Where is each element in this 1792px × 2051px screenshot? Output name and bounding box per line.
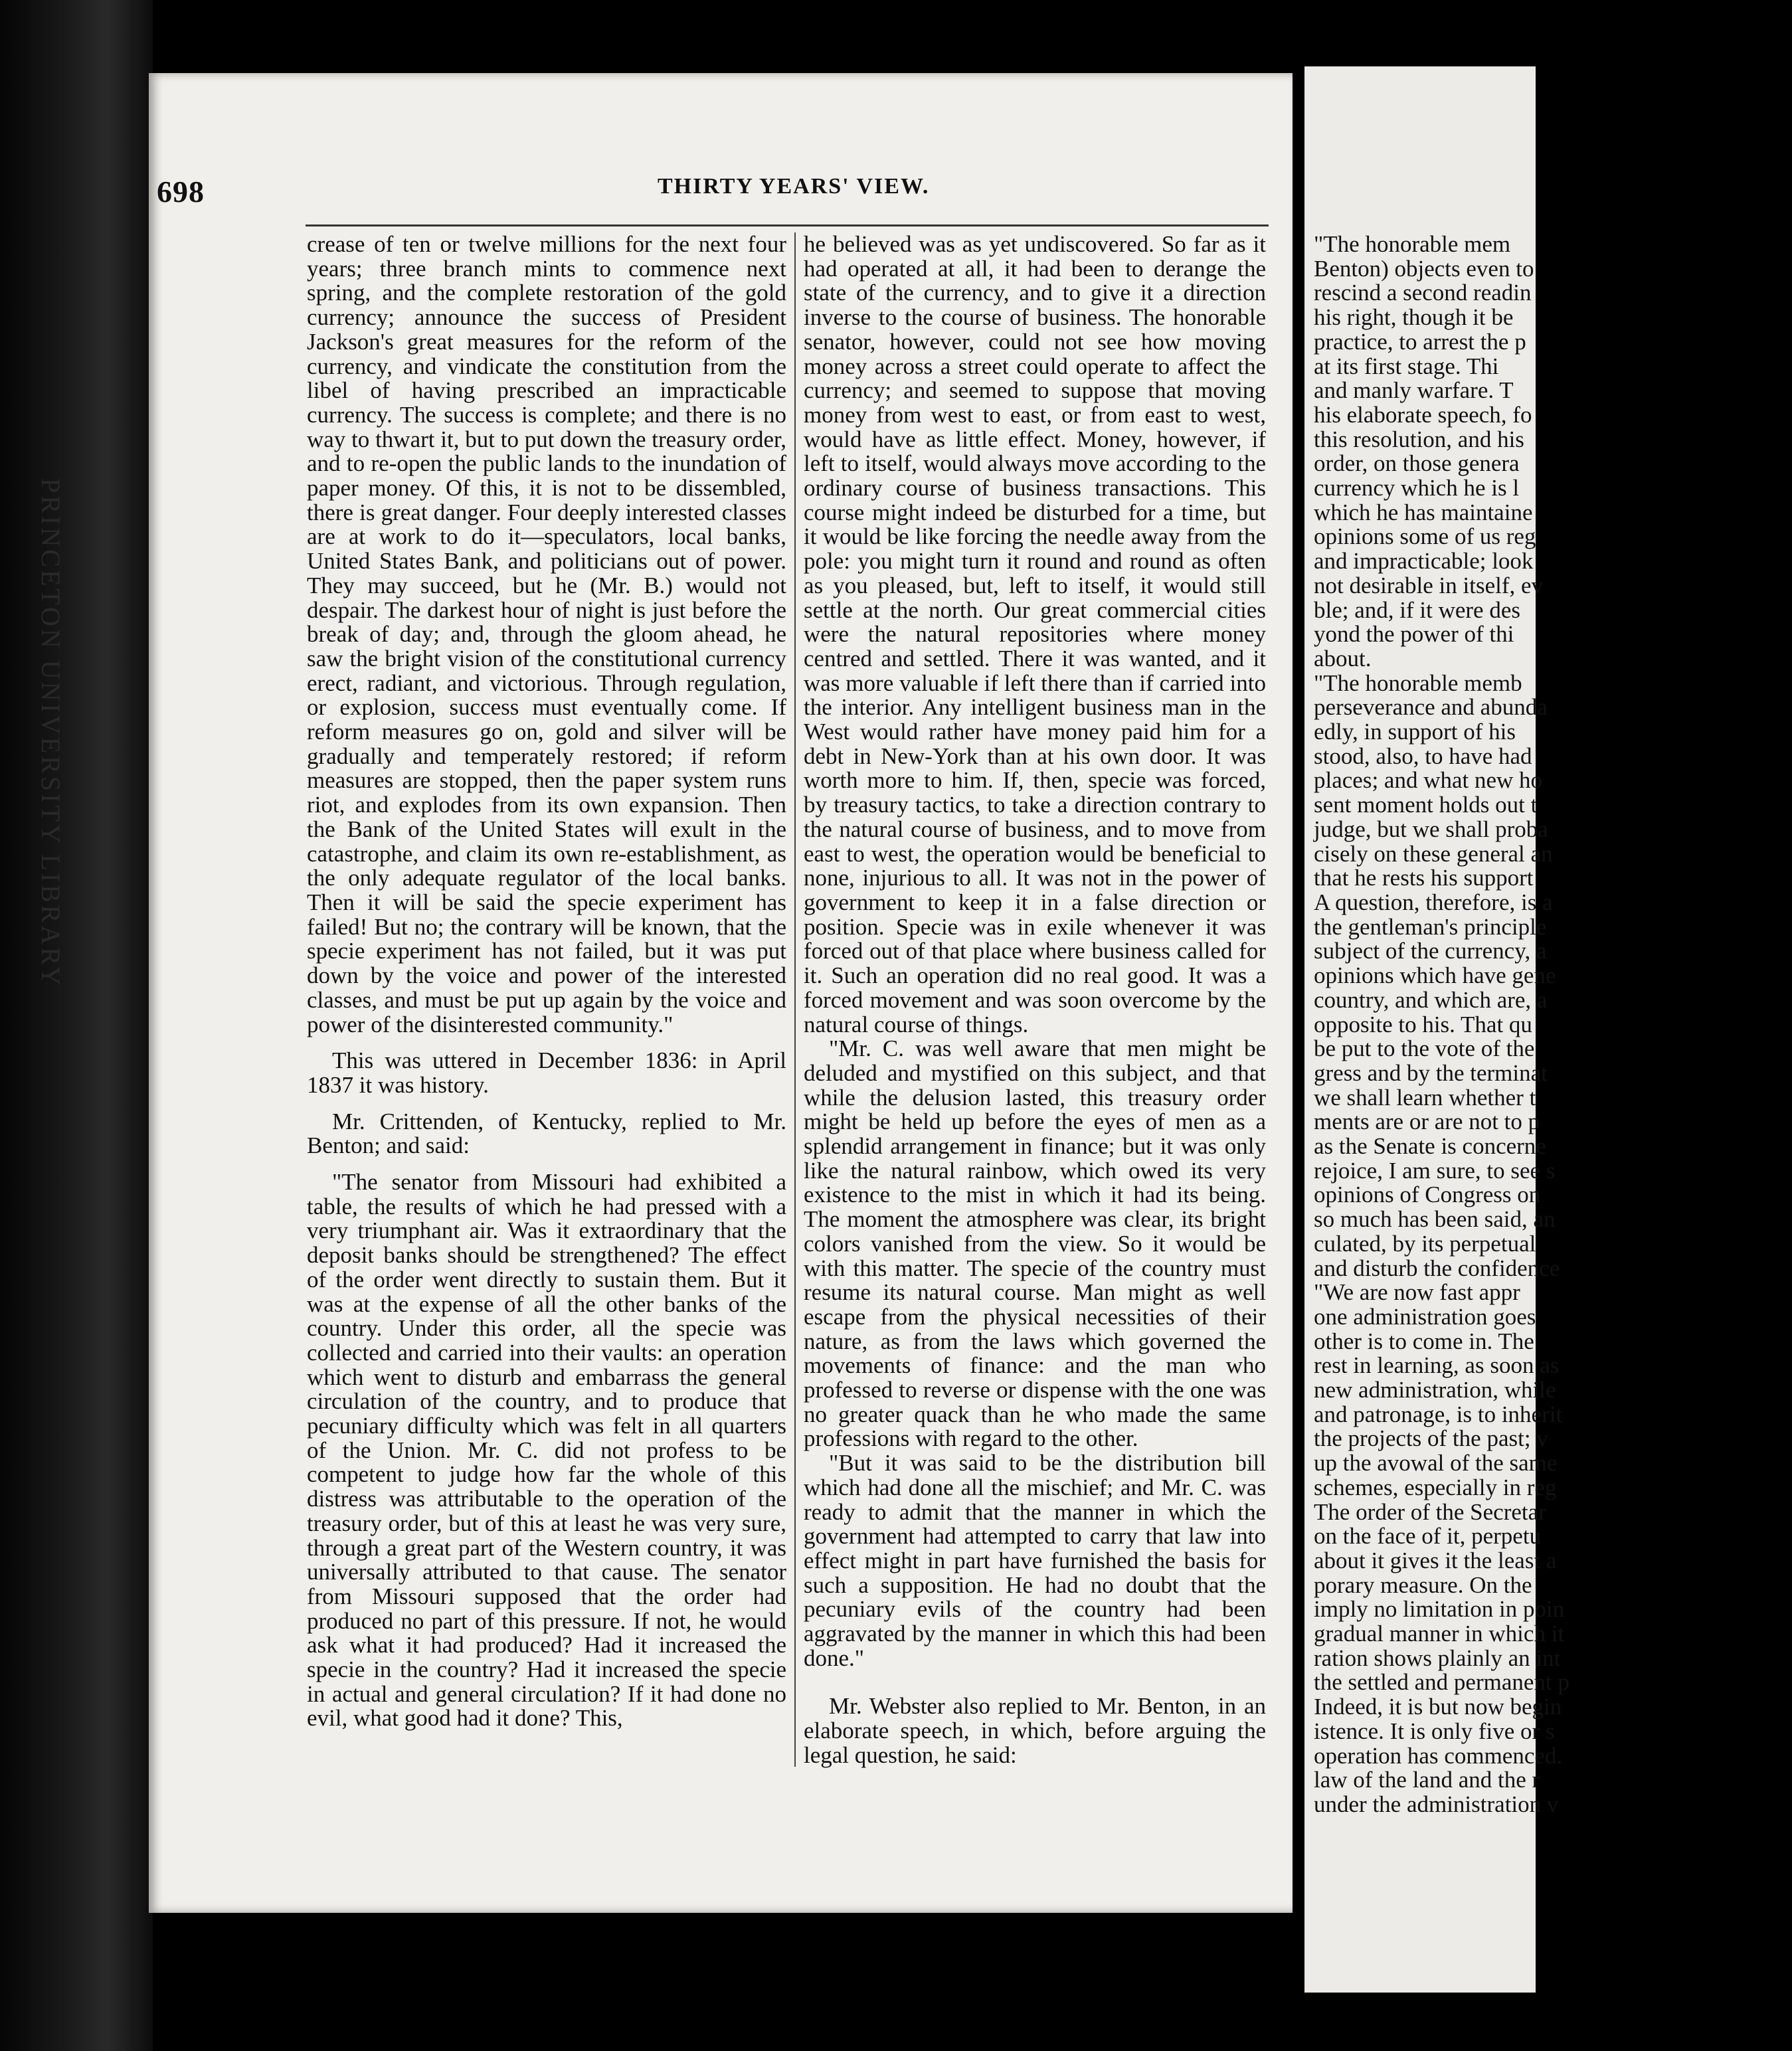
text-line: cisely on these general an [1314,840,1553,867]
text-line: edly, in support of his [1314,719,1516,745]
text-line: be put to the vote of the [1314,1035,1535,1062]
text-line: gradual manner in which it [1314,1621,1565,1647]
text-line: rest in learning, as soon as [1314,1352,1560,1379]
text-line: the settled and permanent p [1314,1669,1569,1696]
text-line: and disturb the confidence [1314,1255,1560,1281]
text-line: operation has commenced. [1314,1742,1563,1769]
text-line: not desirable in itself, ev [1314,572,1544,598]
text-line: at its first stage. Thi [1314,353,1499,379]
text-line: practice, to arrest the p [1314,328,1526,355]
page-number: 698 [157,175,205,209]
text-line: stood, also, to have had [1314,743,1532,769]
text-line: subject of the currency, a [1314,938,1547,964]
text-line: order, on those genera [1314,450,1520,477]
text-line: law of the land and the r [1314,1767,1540,1793]
running-title: THIRTY YEARS' VIEW. [658,174,930,199]
text-line: A question, therefore, is a [1314,889,1553,915]
text-line: the projects of the past; v [1314,1425,1548,1452]
text-line: and impracticable; look [1314,548,1534,575]
facing-page-column [1314,232,1792,1817]
text-line: other is to come in. The [1314,1328,1534,1354]
text-line: this resolution, and his [1314,426,1524,452]
text-line: schemes, especially in reg [1314,1474,1557,1500]
text-line: "The honorable memb [1314,669,1522,696]
text-line: under the administration v [1314,1791,1559,1817]
text-line: as the Senate is concerne [1314,1133,1546,1160]
text-line: his right, though it be [1314,304,1514,331]
text-line: so much has been said, an [1314,1206,1556,1233]
text-line: "We are now fast appr [1314,1279,1520,1306]
right-column [804,232,1266,1768]
text-line: perseverance and abunda [1314,694,1548,721]
text-line: imply no limitation in poin [1314,1596,1565,1623]
paragraph: "The senator from Missouri had exhibited a table, the results of which he had pressed with a very triumphant air. Was it extraordinary that the deposit banks should be strengthened? The effect of the order went directly to sustain them. But it was at the expense of all the other banks of the country. Under this order, all the specie was collected and carried into their vaults: an operation which went to disturb and embarrass the general circulation of the country, and to produce that pecuniary difficulty which was felt in all quarters of the Union. Mr. C. did not profess to be competent to judge how far the whole of this distress was attributable to the operation of the treasury order, but of this at least he was very sure, through a great part of the Western country, it was universally attributed to that cause. The senator from Missouri supposed that the order had produced no part of this pressure. If not, he would ask what it had produced? Had it increased the specie in the country? Had it increased the specie in actual and general circulation? If it had done no evil, what good had it done? This, [307,1169,786,1732]
paragraph: "Mr. C. was well aware that men might be deluded and mystified on this subject, and that while the delusion lasted, this treasury order might be held up before the eyes of men as a splendid arrangement in finance; but it was only like the natural rainbow, which owed its very existence to the mist in which it had its being. The moment the atmosphere was clear, its bright colors vanished from the view. So it would be with this matter. The specie of the country must resume its natural course. Man might as well escape from the physical necessities of their nature, as from the laws which governed the movements of finance: and the man who professed to reverse or dispense with the one was no greater quack than he who made the same professions with regard to the other. [804,1035,1266,1452]
text-line: about it gives it the least a [1314,1547,1557,1573]
text-line: country, and which are, a [1314,986,1548,1013]
text-line: and manly warfare. T [1314,377,1514,404]
text-line: rescind a second readin [1314,280,1532,306]
text-line: his elaborate speech, fo [1314,401,1532,428]
text-line: gress and by the terminat [1314,1059,1548,1086]
text-line: which he has maintaine [1314,499,1533,525]
spine-library-stamp: PRINCETON UNIVERSITY LIBRARY [36,478,66,988]
text-line: rejoice, I am sure, to see s [1314,1157,1556,1184]
text-line: "The honorable mem [1314,231,1511,257]
text-line: yond the power of thi [1314,621,1514,648]
text-line: opposite to his. That qu [1314,1011,1532,1037]
text-line: ration shows plainly an int [1314,1645,1561,1671]
text-line: up the avowal of the same [1314,1450,1558,1476]
text-line: judge, but we shall proba [1314,816,1548,842]
header-rule [306,224,1269,226]
text-line: new administration, while [1314,1377,1556,1403]
column-divider [794,232,796,1767]
text-line: one administration goes [1314,1303,1536,1330]
text-line: istence. It is only five or s [1314,1718,1555,1744]
text-line: Benton) objects even to [1314,255,1534,282]
text-line: ments are or are not to p [1314,1109,1540,1135]
paragraph: This was uttered in December 1836: in April 1837 it was history. [307,1047,786,1098]
book-spine [0,0,153,2051]
page-gutter [1293,66,1304,1926]
text-line: opinions some of us reg [1314,523,1536,550]
text-line: sent moment holds out t [1314,792,1538,818]
paragraph: crease of ten or twelve millions for the next four years; three branch mints to commence next spring, and the complete restoration of the gold currency; announce the success of President Jackson's great measures for the reform of the currency, and vindicate the constitution from the libel of having prescribed an impracticable currency. The success is complete; and there is no way to thwart it, but to put down the treasury order, and to re-open the public lands to the inundation of paper money. Of this, it is not to be dissembled, there is great danger. Four deeply interested classes are at work to do it—speculators, local banks, United States Bank, and politicians out of power. They may succeed, but he (Mr. B.) would not despair. The darkest hour of night is just before the break of day; and, through the gloom ahead, he saw the bright vision of the constitutional currency erect, radiant, and victorious. Through regulation, or explosion, success must eventually come. If reform measures go on, gold and silver will be gradually and temperately restored; if reform measures are stopped, then the paper system runs riot, and explodes from its own expansion. Then the Bank of the United States will exult in the catastrophe, and claim its own re-establishment, as the only adequate regulator of the local banks. Then it will be said the specie experiment has failed! But no; the contrary will be known, that the specie experiment has not failed, but it was put down by the voice and power of the interested classes, and must be put up again by the voice and power of the disinterested community." [307,231,786,1037]
text-line: ble; and, if it were des [1314,596,1521,623]
text-line: the gentleman's principle [1314,913,1547,940]
text-line: Indeed, it is but now begin [1314,1694,1562,1720]
text-line: and patronage, is to inherit [1314,1401,1563,1427]
paragraph: Mr. Crittenden, of Kentucky, replied to Mr. Benton; and said: [307,1108,786,1159]
paragraph: he believed was as yet undiscovered. So far as it had operated at all, it had been to derange the state of the currency, and to give it a direction inverse to the course of business. The honorable senator, however, could not see how moving money across a street could operate to affect the currency; and seemed to suppose that moving money from west to east, or from east to west, would have as little effect. Money, however, if left to itself, would always move according to the ordinary course of business transactions. This course might indeed be disturbed for a time, but it would be like forcing the needle away from the pole: you might turn it round and round as often as you pleased, but, left to itself, it would still settle at the north. Our great commercial cities were the natural repositories where money centred and settled. There it was wanted, and it was more valuable if left there than if carried into the interior. Any intelligent business man in the West would rather have money paid him for a debt in New-York than at his own door. It was worth more to him. If, then, specie was forced, by treasury tactics, to take a direction contrary to the natural course of business, and to move from east to west, the operation would be beneficial to none, injurious to all. It was not in the power of government to keep it in a false direction or position. Specie was in exile whenever it was forced out of that place where business called for it. Such an operation did no real good. It was a forced movement and was soon overcome by the natural course of things. [804,231,1266,1037]
text-line: about. [1314,645,1372,671]
text-line: we shall learn whether t [1314,1084,1536,1111]
text-line: on the face of it, perpetu [1314,1523,1542,1550]
text-line: opinions which have gene [1314,962,1556,989]
text-line: opinions of Congress on [1314,1182,1541,1208]
text-line: culated, by its perpetual [1314,1230,1536,1257]
text-line: currency which he is l [1314,475,1520,501]
text-line: that he rests his support [1314,865,1534,891]
text-line: porary measure. On the [1314,1571,1532,1598]
text-line: places; and what new ho [1314,767,1543,794]
paragraph: Mr. Webster also replied to Mr. Benton, in an elaborate speech, in which, before arguing the legal question, he said: [804,1693,1266,1768]
text-line: The order of the Secretar [1314,1498,1546,1525]
paragraph: "But it was said to be the distribution bill which had done all the mischief; and Mr. C. was ready to admit that the manner in which the government had attempted to carry that law into effect might in part have furnished the basis for such a supposition. He had no doubt that the pecuniary evils of the country had been aggravated by the manner in which this had been done." [804,1450,1266,1671]
left-column [307,232,786,1731]
